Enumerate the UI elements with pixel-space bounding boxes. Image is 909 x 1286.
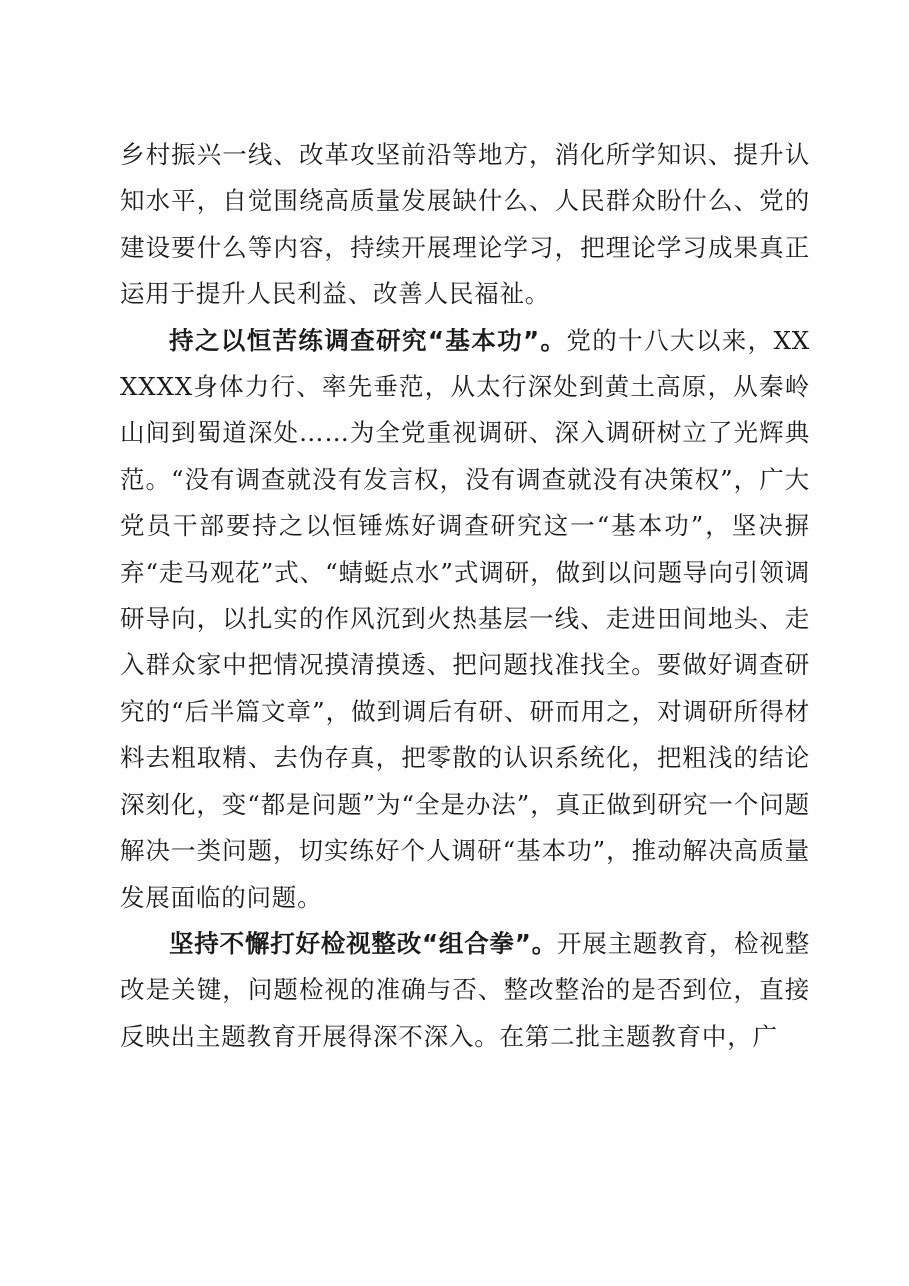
document-body <box>120 132 810 1060</box>
paragraph-text: 党的十八大以来，XXXXXX身体力行、率先垂范，从太行深处到黄土高原，从秦岭山间到蜀道深处……为全党重视调研、深入调研树立了光辉典范。“没有调查就没有发言权，没有调查就没有决策权”，广大党员干部要持之以恒锤炼好调查研究这一“基本功”，坚决摒弃“走马观花”式、“蜻蜓点水”式调研，做到以问题导向引领调研导向，以扎实的作风沉到火热基层一线、走进田间地头、走入群众家中把情况摸清摸透、把问题找准找全。要做好调查研究的“后半篇文章”，做到调后有研、研而用之，对调研所得材料去粗取精、去伪存真，把零散的认识系统化，把粗浅的结论深刻化，变“都是问题”为“全是办法”，真正做到研究一个问题解决一类问题，切实练好个人调研“基本功”，推动解决高质量发展面临的问题。 <box>120 325 810 912</box>
paragraph-continued <box>120 132 810 318</box>
paragraph-rectification <box>120 921 810 1060</box>
paragraph-heading: 持之以恒苦练调查研究“基本功”。 <box>169 325 567 355</box>
paragraph-research <box>120 318 810 921</box>
paragraph-heading: 坚持不懈打好检视整改“组合拳”。 <box>169 928 558 958</box>
paragraph-text: 开展主题教育，检视整改是关键，问题检视的准确与否、整改整治的是否到位，直接反映出主题教育开展得深不深入。在第二批主题教育中，广 <box>120 928 811 1051</box>
paragraph-text: 乡村振兴一线、改革攻坚前沿等地方，消化所学知识、提升认知水平，自觉围绕高质量发展缺什么、人民群众盼什么、党的建设要什么等内容，持续开展理论学习，把理论学习成果真正运用于提升人民利益、改善人民福祉。 <box>120 140 810 309</box>
